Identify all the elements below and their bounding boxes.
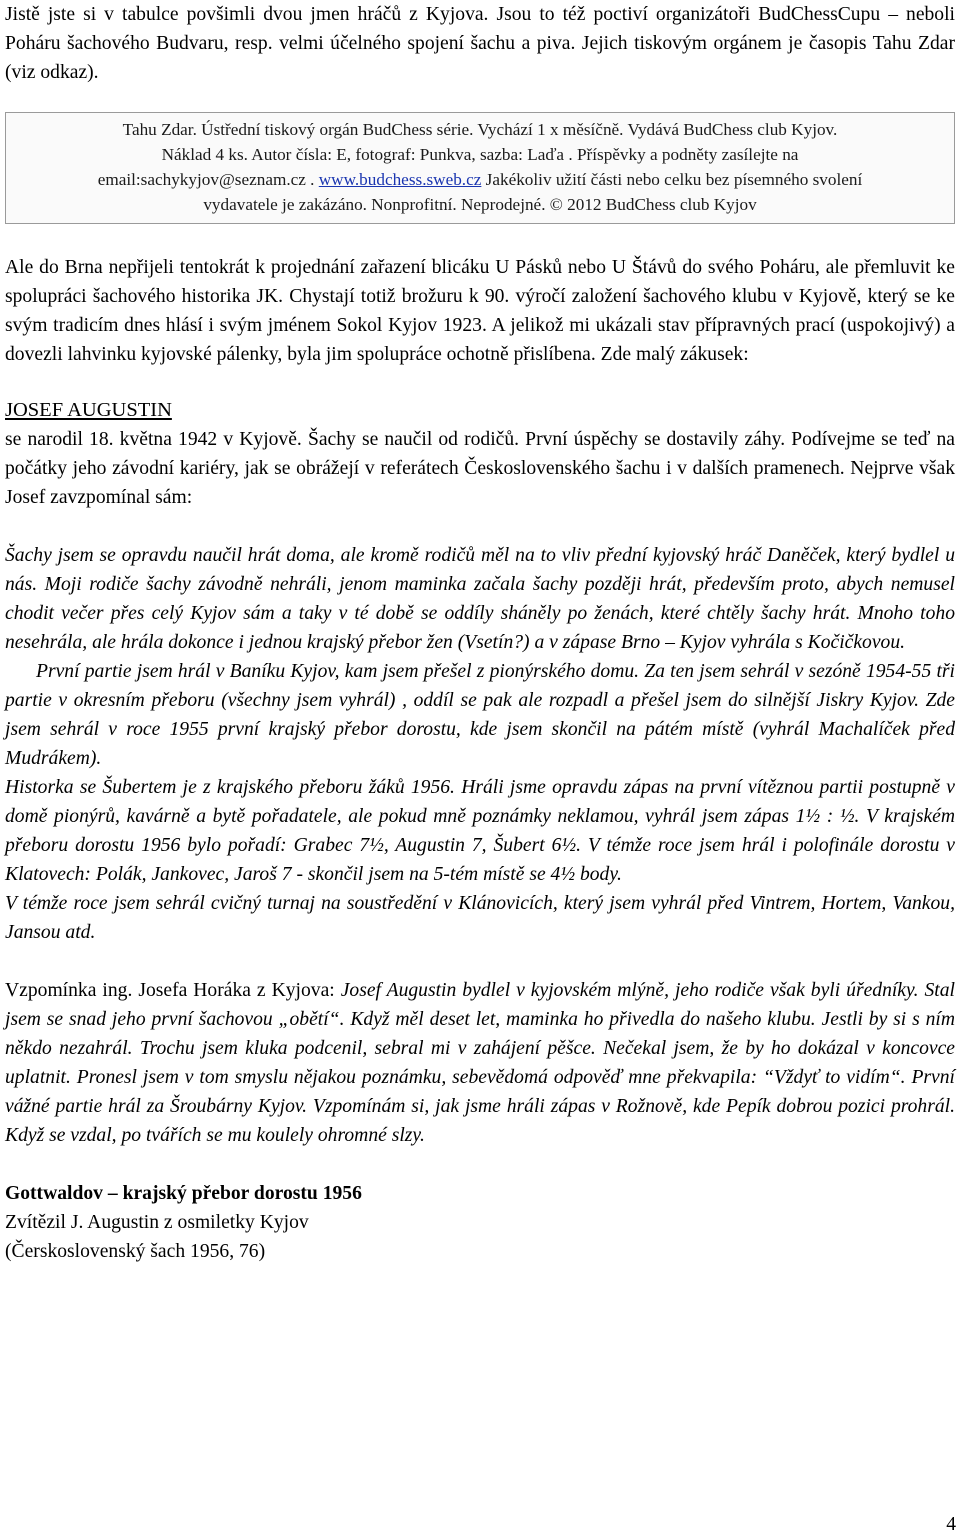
brno-paragraph: Ale do Brna nepřijeli tentokrát k projednání zařazení blicáku U Pásků nebo U Štávů do svého Poháru, ale přemluvit ke spolupráci šachového historika JK. Chystají totiž brožuru k 90. výročí založení šachového klubu v Kyjově, který se ke svým tradicím dnes hlásí i svým jménem Sokol Kyjov 1923. A jelikož mi ukázali stav přípravných prací (uspokojivý) a dovezli lahvinku kyjovské pálenky, byla jim spolupráce ochotně přislíbena. Zde malý zákusek: (5, 257, 955, 365)
horak-memory-paragraph (5, 976, 955, 1150)
recollection-paragraph-3: Historka se Šubertem je z krajského přeboru žáků 1956. Hráli jsme opravdu zápas na první vítěznou partii postupně v domě pionýrů, kavárně a bytě pořadatele, ale pokud mně poznámky neklamou, vyhrál jsem zápas 1½ : ½. V krajském přeboru dorostu 1956 bylo pořadí: Grabec 7½, Augustin 7, Šubert 6½. V témže roce jsem hrál i polofinále dorostu v Klatovech: Polák, Jankovec, Jaroš 7 - skončil jsem na 5-tém místě se 4½ body. (5, 777, 955, 885)
tournament-winner: Zvítězil J. Augustin z osmiletky Kyjov (5, 1212, 309, 1233)
banner-line-2: Náklad 4 ks. Autor čísla: E, fotograf: Punkva, sazba: Laďa . Příspěvky a podněty zasílejte na (161, 145, 799, 164)
recollection-paragraph-1: Šachy jsem se opravdu naučil hrát doma, ale kromě rodičů měl na to vliv přední kyjovský hráč Daněček, který bydlel u nás. Moji rodiče šachy závodně nehráli, jenom maminka začala šachy později hrát, především proto, abych nemusel chodit večer přes celý Kyjov sám a taky v té době se oddíly sháněly po ženách, které chtěly šachy hrát. Mnoho toho nesehrála, ale hrála dokonce i jednou krajský přebor žen (Vsetín?) a v zápase Brno – Kyjov vyhrála s Kočičkovou. (5, 545, 955, 653)
document-page (5, 0, 955, 1266)
banner-separator: . (305, 170, 319, 189)
tahu-zdar-banner (5, 112, 955, 224)
banner-email: email:sachykyjov@seznam.cz (97, 170, 306, 189)
banner-line-3-rest: Jakékoliv užití části nebo celku bez písemného svolení (481, 170, 863, 189)
memory-lead: Vzpomínka ing. Josefa Horáka z Kyjova: (5, 980, 341, 1001)
recollection-block (5, 541, 955, 947)
recollection-paragraph-4: V témže roce jsem sehrál cvičný turnaj na soustředění v Klánovicích, který jsem vyhrál před Vintrem, Hortem, Vankou, Jansou atd. (5, 893, 955, 943)
recollection-paragraph-2: První partie jsem hrál v Baníku Kyjov, kam jsem přešel z pionýrského domu. Za ten jsem sehrál v sezóně 1954-55 tři partie v okresním přeboru (všechny jsem vyhrál) , oddíl se pak ale rozpadl a přešel jsem do silnější Jiskry Kyjov. Zde jsem sehrál v roce 1955 první krajský přebor dorostu, kde jsem skončil na pátém místě (vyhrál Machalíček před Mudrákem). (5, 661, 955, 769)
banner-line-4: vydavatele je zakázáno. Nonprofitní. Neprodejné. © 2012 BudChess club Kyjov (203, 195, 757, 214)
tournament-title: Gottwaldov – krajský přebor dorostu 1956 (5, 1183, 362, 1204)
tournament-source: (Čerskoslovenský šach 1956, 76) (5, 1241, 266, 1262)
bio-paragraph: se narodil 18. května 1942 v Kyjově. Šachy se naučil od rodičů. První úspěchy se dostavily záhy. Podívejme se teď na počátky jeho závodní kariéry, jak se obrážejí v referátech Československého šachu i v dalších pramenech. Nejprve však Josef zavzpomínal sám: (5, 429, 955, 508)
memory-quote: Josef Augustin bydlel v kyjovském mlýně, jeho rodiče však byli úředníky. Stal jsem se snad jeho první šachovou „obětí“. Když měl deset let, maminka ho přivedla do našeho klubu. Jestli by si s ním někdo nezahrál. Trochu jsem kluka podcenil, sebral mi v zahájení pěšce. Nečekal jsem, že by ho dokázal v koncovce uplatnit. Pronesl jsem v tom smyslu nějakou poznámku, sebevědomá odpověď mne překvapila: “Vždyť to vidím“. První vážné partie hrál za Šroubárny Kyjov. Vzpomínám si, jak jsme hráli zápas v Rožnově, kde Pepík dobrou pozici prohrál. Když se vzdal, po tvářích se mu koulely ohromné slzy. (5, 980, 955, 1146)
banner-line-3 (12, 167, 948, 192)
banner-line-1: Tahu Zdar. Ústřední tiskový orgán BudChess série. Vychází 1 x měsíčně. Vydává BudChess club Kyjov. (122, 120, 838, 139)
budchess-link[interactable]: www.budchess.sweb.cz (318, 170, 482, 189)
section-heading: JOSEF AUGUSTIN (5, 399, 172, 421)
page-number: 4 (946, 1514, 956, 1535)
intro-paragraph: Jistě jste si v tabulce povšimli dvou jmen hráčů z Kyjova. Jsou to též poctiví organizátoři BudChessCupu – neboli Poháru šachového Budvaru, resp. velmi účelného spojení šachu a piva. Jejich tiskovým orgánem je časopis Tahu Zdar (viz odkaz). (5, 4, 955, 83)
